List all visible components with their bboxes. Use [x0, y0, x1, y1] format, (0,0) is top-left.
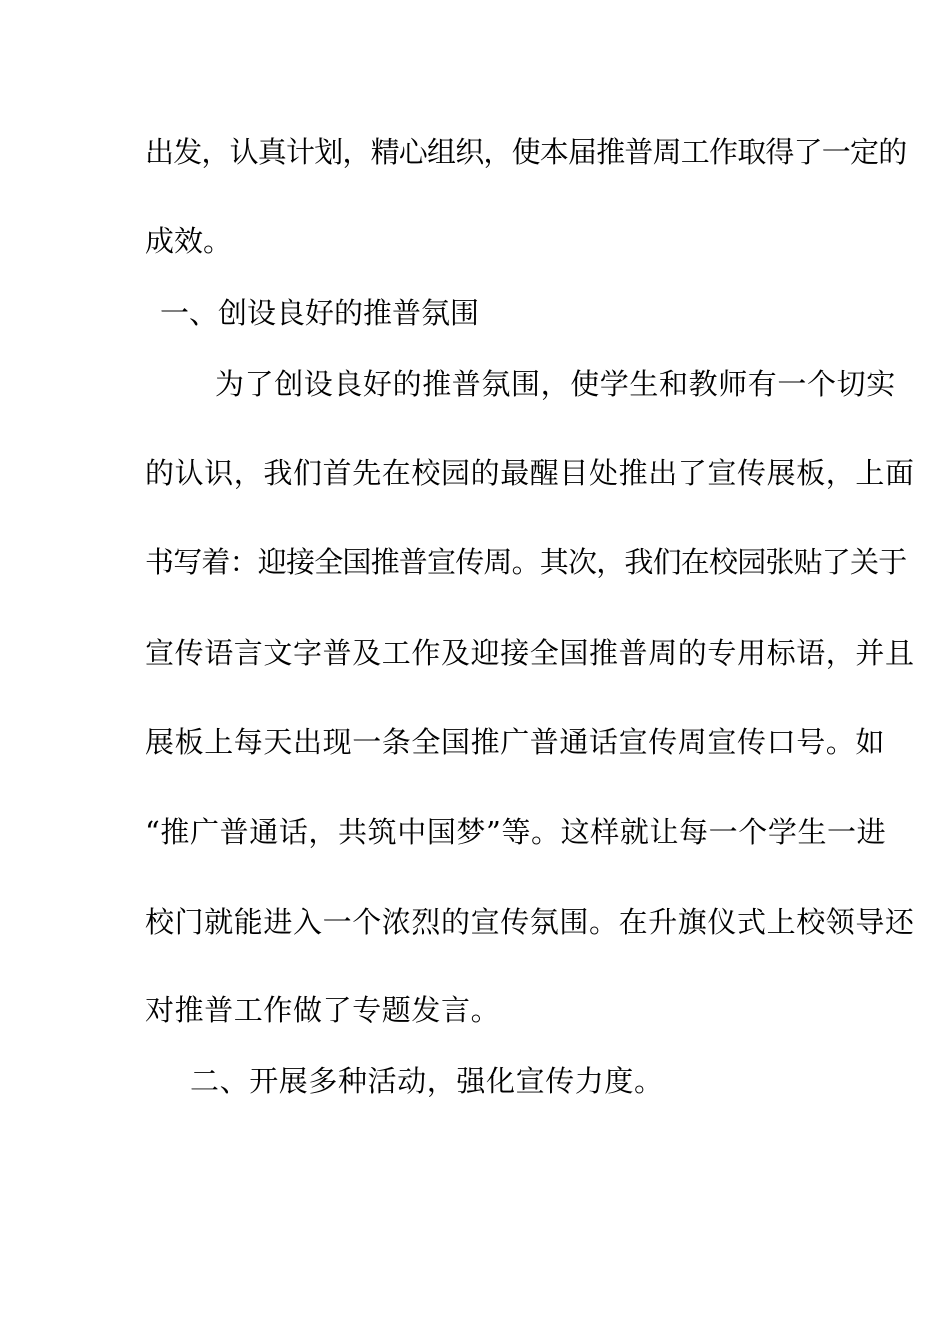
paragraph-line: 展板上每天出现一条全国推广普通话宣传周宣传口号。如	[145, 725, 886, 759]
paragraph-line: 成效。	[145, 224, 233, 258]
paragraph-line: 宣传语言文字普及工作及迎接全国推普周的专用标语，并且	[145, 636, 915, 670]
paragraph-line: “推广普通话，共筑中国梦”等。这样就让每一个学生一进	[145, 815, 887, 849]
paragraph-line: 为了创设良好的推普氛围，使学生和教师有一个切实	[215, 367, 896, 401]
paragraph-line: 校门就能进入一个浓烈的宣传氛围。在升旗仪式上校领导还	[145, 905, 915, 939]
section-heading-2: 二、开展多种活动，强化宣传力度。	[190, 1064, 664, 1098]
section-heading-1: 一、创设良好的推普氛围	[160, 296, 480, 330]
paragraph-line: 的认识，我们首先在校园的最醒目处推出了宣传展板，上面	[145, 456, 915, 490]
paragraph-line: 对推普工作做了专题发言。	[145, 993, 501, 1027]
paragraph-line: 出发，认真计划，精心组织，使本届推普周工作取得了一定的	[145, 135, 907, 169]
paragraph-line: 书写着：迎接全国推普宣传周。其次，我们在校园张贴了关于	[145, 545, 907, 579]
